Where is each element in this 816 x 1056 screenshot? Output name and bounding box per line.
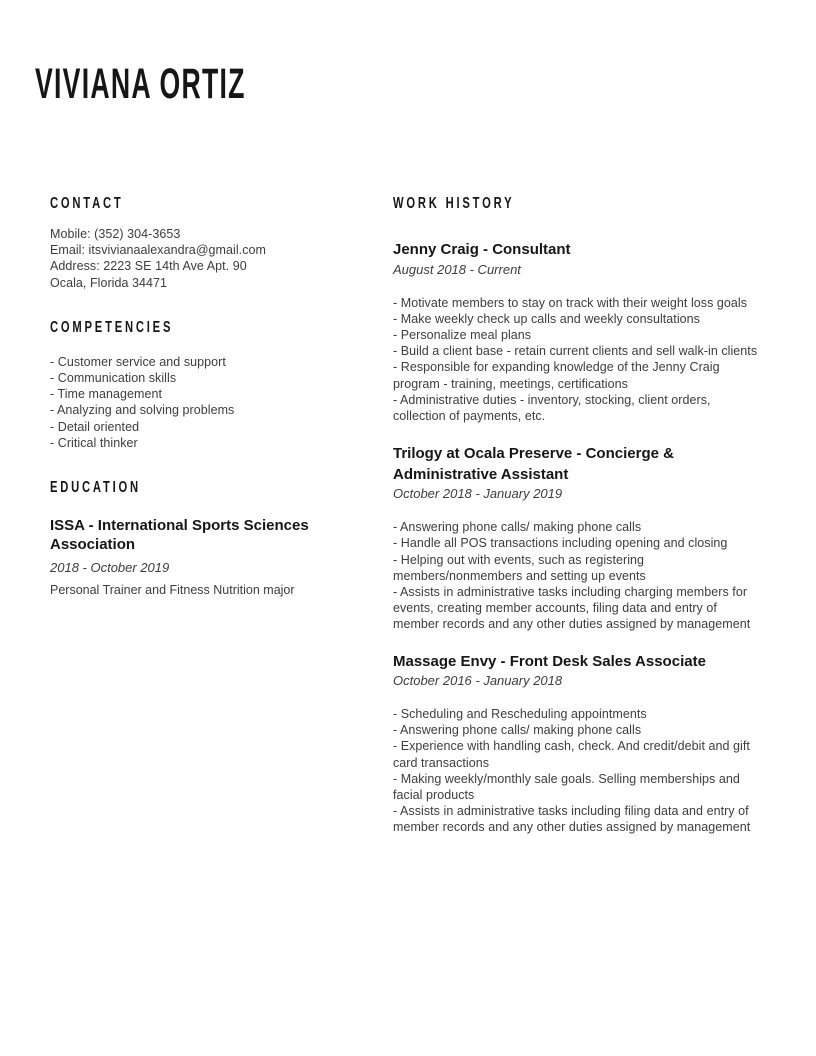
- contact-heading-label: CONTACT: [50, 195, 124, 212]
- job-title: Trilogy at Ocala Preserve - Concierge & Administrative Assistant: [393, 445, 674, 483]
- contact-email: Email: itsvivianaalexandra@gmail.com: [50, 243, 266, 258]
- education-dates: 2018 - October 2019: [50, 560, 170, 576]
- job-bullet: - Assists in administrative tasks including filing data and entry of member records and any other duties assigned by management: [393, 804, 751, 835]
- content-columns: [50, 196, 766, 836]
- job-bullet: - Make weekly check up calls and weekly consultations: [393, 311, 700, 326]
- job-bullets: [393, 519, 766, 632]
- contact-section: [50, 196, 370, 291]
- education-school: ISSA - International Sports Sciences Association: [50, 517, 309, 554]
- job-massage-envy: [393, 652, 766, 836]
- contact-city: Ocala, Florida 34471: [50, 275, 168, 290]
- contact-address: Address: 2223 SE 14th Ave Apt. 90: [50, 259, 247, 274]
- competency-item: - Customer service and support: [50, 354, 226, 369]
- job-bullet: - Administrative duties - inventory, stocking, client orders, collection of payments, etc.: [393, 392, 711, 423]
- work-history-heading-label: WORK HISTORY: [393, 195, 515, 212]
- job-bullet: - Responsible for expanding knowledge of the Jenny Craig program - training, meetings, certifications: [393, 360, 720, 391]
- job-bullet: - Motivate members to stay on track with their weight loss goals: [393, 295, 748, 310]
- competencies-heading-label: COMPETENCIES: [50, 318, 174, 336]
- job-bullet: - Assists in administrative tasks including charging members for events, creating member accounts, filing data and entry of member records and any other duties assigned by management: [393, 584, 751, 632]
- competencies-list: [50, 354, 370, 451]
- competencies-heading: [50, 320, 370, 336]
- job-trilogy-ocala: [393, 444, 766, 632]
- competencies-section: [50, 320, 370, 451]
- job-bullet: - Build a client base - retain current clients and sell walk-in clients: [393, 344, 758, 359]
- job-bullet: - Answering phone calls/ making phone calls: [393, 723, 642, 738]
- competency-item: - Analyzing and solving problems: [50, 403, 235, 418]
- right-column: [393, 196, 766, 836]
- contact-mobile: Mobile: (352) 304-3653: [50, 227, 181, 241]
- job-bullet: - Answering phone calls/ making phone calls: [393, 520, 642, 535]
- education-heading-label: EDUCATION: [50, 479, 141, 497]
- job-jenny-craig: [393, 240, 766, 424]
- job-bullet: - Helping out with events, such as registering members/nonmembers and setting up events: [393, 552, 646, 583]
- competency-item: - Communication skills: [50, 371, 177, 386]
- job-bullets: [393, 295, 766, 425]
- education-heading: [50, 480, 370, 496]
- left-column: [50, 196, 370, 836]
- contact-lines: [50, 226, 370, 291]
- education-section: [50, 480, 370, 598]
- job-dates: August 2018 - Current: [393, 261, 521, 277]
- job-bullet: - Making weekly/monthly sale goals. Selling memberships and facial products: [393, 771, 740, 803]
- person-name: VIVIANA ORTIZ: [35, 60, 246, 108]
- job-bullets: [393, 706, 766, 836]
- job-title: Jenny Craig - Consultant: [393, 241, 571, 258]
- job-bullet: - Scheduling and Rescheduling appointments: [393, 707, 647, 722]
- job-bullet: - Personalize meal plans: [393, 327, 532, 342]
- education-major: Personal Trainer and Fitness Nutrition major: [50, 583, 295, 598]
- work-history-heading: [393, 196, 766, 212]
- job-dates: October 2018 - January 2019: [393, 486, 563, 502]
- contact-heading: [50, 196, 370, 212]
- job-bullet: - Experience with handling cash, check. And credit/debit and gift card transactions: [393, 739, 750, 770]
- competency-item: - Detail oriented: [50, 419, 140, 434]
- job-bullet: - Handle all POS transactions including opening and closing: [393, 536, 728, 551]
- job-dates: October 2016 - January 2018: [393, 673, 563, 689]
- competency-item: - Critical thinker: [50, 435, 138, 450]
- job-title: Massage Envy - Front Desk Sales Associate: [393, 652, 706, 670]
- competency-item: - Time management: [50, 387, 163, 402]
